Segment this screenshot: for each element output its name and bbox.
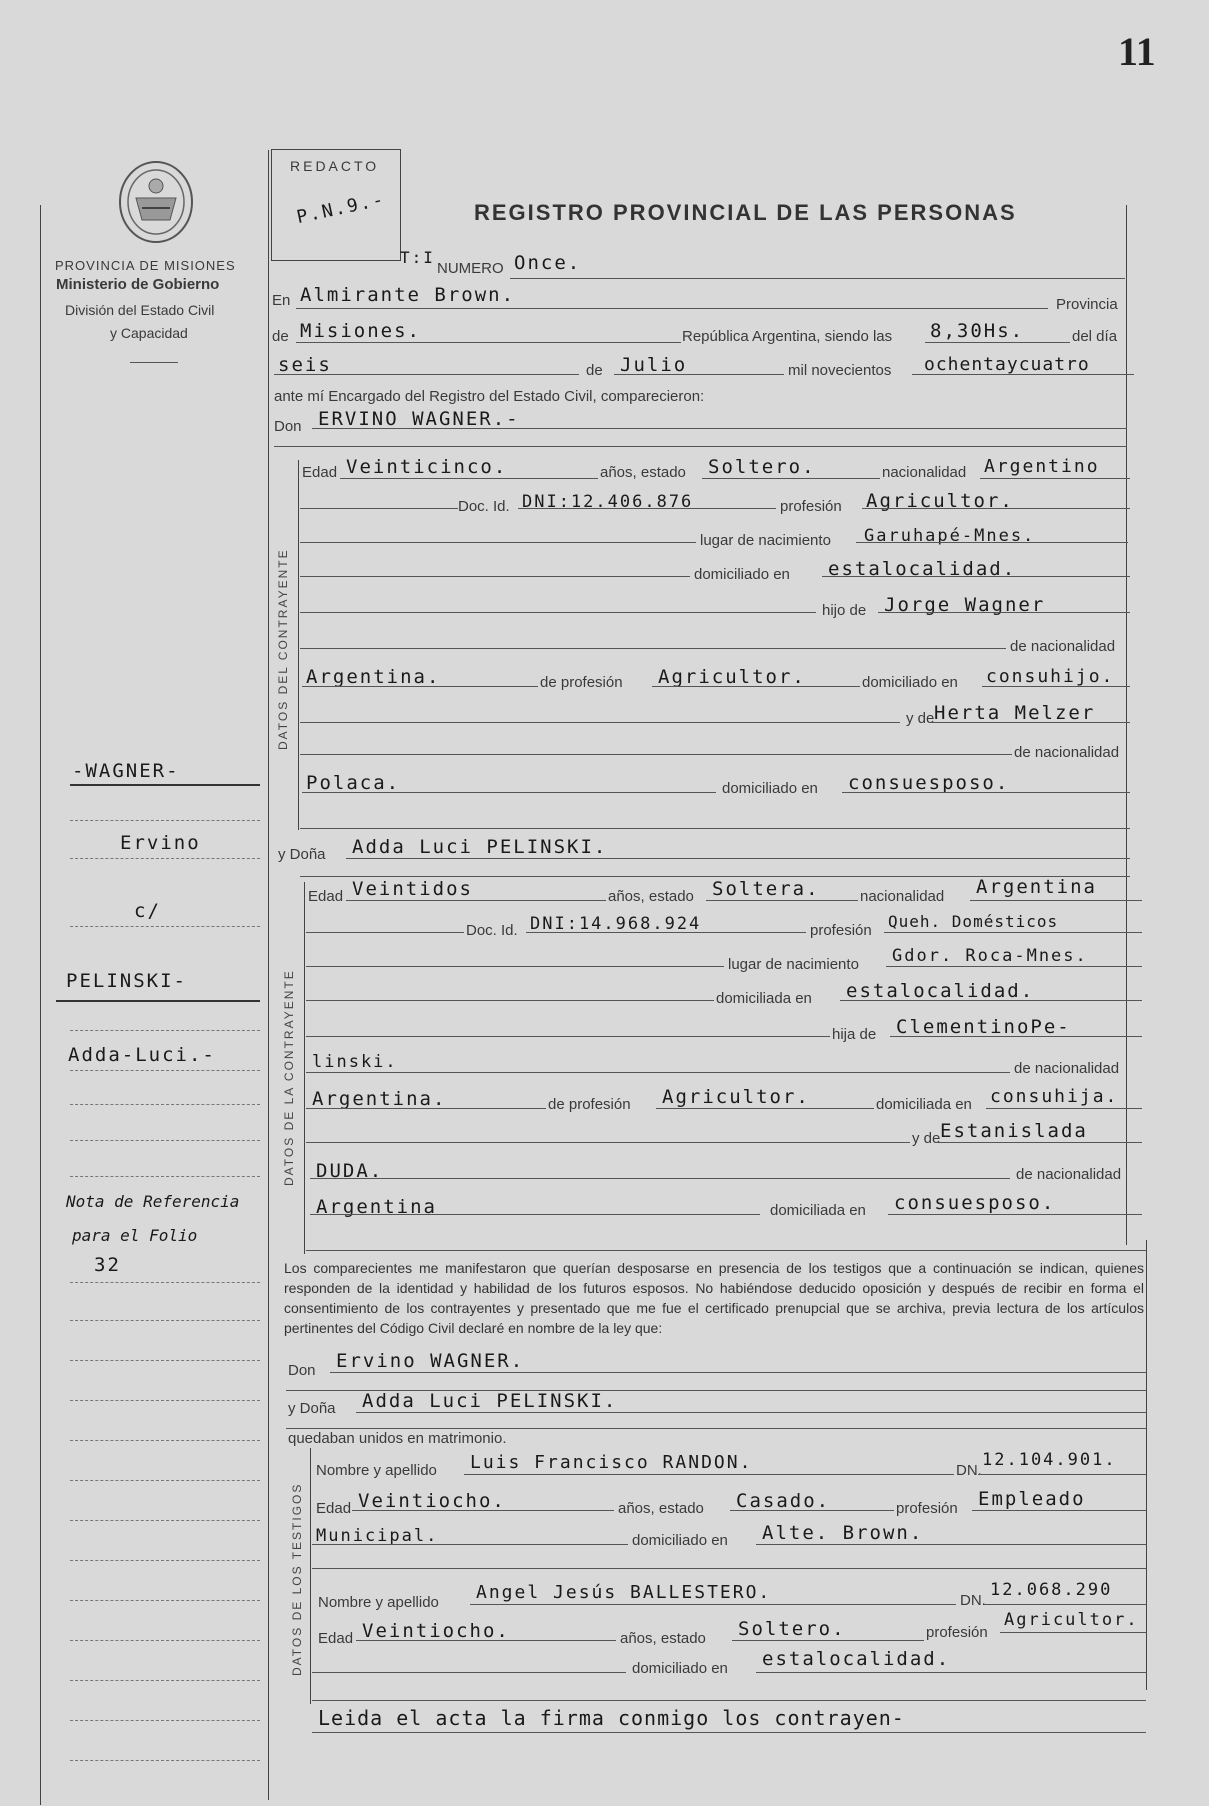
dotted-line (70, 1480, 260, 1481)
line (702, 478, 880, 479)
line (884, 932, 1142, 933)
domicilio-value: estalocalidad. (828, 558, 1017, 580)
line (986, 1108, 1142, 1109)
de2-label: de (586, 362, 603, 379)
contrayenta-side-label: DATOS DE LA CONTRAYENTE (282, 969, 296, 1186)
contrayente-side-label: DATOS DEL CONTRAYENTE (276, 548, 290, 750)
contrayenta-padre-dom-label: domiciliada en (876, 1096, 972, 1113)
t1-dn-value: 12.104.901. (982, 1450, 1117, 1470)
line (300, 828, 1130, 829)
contrayenta-padre-nac-label: de nacionalidad (1014, 1060, 1120, 1077)
don-value: ERVINO WAGNER.- (318, 408, 520, 430)
hora-value: 8,30Hs. (930, 320, 1025, 342)
line (936, 1142, 1142, 1143)
contrayenta-doc-label: Doc. Id. (466, 922, 518, 939)
line (310, 1178, 1010, 1179)
t2-prof-value: Agricultor. (1004, 1610, 1139, 1630)
edad-label: Edad (302, 464, 338, 481)
padre-value: Jorge Wagner (884, 594, 1046, 616)
t1-dom-value: Alte. Brown. (762, 1522, 924, 1544)
line (312, 428, 1127, 429)
madre-domicilio-label: domiciliado en (722, 780, 818, 797)
underline (56, 1000, 260, 1002)
dotted-line (70, 926, 260, 927)
line (518, 508, 776, 509)
tomo-label: T:I (400, 248, 435, 267)
contrayenta-dom-label: domiciliada en (716, 990, 812, 1007)
dona-label: y Doña (278, 846, 326, 863)
line (306, 1250, 1146, 1251)
line (464, 1474, 954, 1475)
t1-edad-value: Veintiocho. (358, 1490, 506, 1512)
ministry-label: Ministerio de Gobierno (56, 276, 220, 293)
dotted-line (70, 858, 260, 859)
line (274, 446, 1127, 447)
en-value: Almirante Brown. (300, 284, 516, 306)
consent-paragraph: Los comparecientes me manifestaron que querían desposarse en presencia de los testigos que a continuación se indican, quienes responden de la identidad y habilidad de los futuros esposos. No habiéndose deducido oposición y después de recibir en forma el consentimiento de los contrayentes y presentado que me fue el certificado prenupcial que se archiva, previa lectura de los artículos pertinentes del Código Civil declaré en nombre de la ley que: (284, 1260, 1144, 1336)
division-label-2: y Capacidad (110, 325, 188, 341)
line (656, 1108, 874, 1109)
line (925, 342, 1070, 343)
line (300, 612, 816, 613)
profesion-value: Agricultor. (866, 490, 1014, 512)
dotted-line (70, 1520, 260, 1521)
margin-nota-2: para el Folio (72, 1226, 198, 1245)
line (312, 1732, 1146, 1733)
unidos-label: quedaban unidos en matrimonio. (288, 1430, 507, 1447)
document-title: REGISTRO PROVINCIAL DE LAS PERSONAS (474, 200, 1017, 225)
dotted-line (70, 1140, 260, 1141)
margin-apellido-1: -WAGNER- (72, 760, 180, 782)
line (526, 932, 806, 933)
contrayenta-madre-value: Estanislada (940, 1120, 1088, 1142)
line (878, 612, 1130, 613)
margin-conector: c/ (134, 900, 161, 922)
line (912, 374, 1134, 375)
line (300, 648, 1006, 649)
contrayenta-madre-nac-label: de nacionalidad (1016, 1166, 1122, 1183)
nacionalidad-value: Argentino (984, 456, 1100, 477)
de-value: Misiones. (300, 320, 421, 342)
redacto-value: P.N.9.- (294, 188, 388, 229)
line (312, 1700, 1146, 1701)
line (978, 1474, 1146, 1475)
numero-label: NUMERO (437, 260, 504, 277)
dotted-line (70, 1600, 260, 1601)
line (302, 792, 716, 793)
t1-edad-label: Edad (316, 1500, 352, 1517)
line (310, 1214, 760, 1215)
line (984, 1604, 1146, 1605)
t2-nombre-value: Angel Jesús BALLESTERO. (476, 1582, 772, 1603)
nacionalidad-label: nacionalidad (882, 464, 967, 481)
line (296, 342, 681, 343)
line (306, 966, 724, 967)
contrayenta-padre-nac: Argentina. (312, 1088, 447, 1110)
line (340, 478, 598, 479)
line (980, 478, 1130, 479)
line (822, 576, 1130, 577)
domicilio-label: domiciliado en (694, 566, 790, 583)
contrayenta-madre-dom: consuesposo. (894, 1192, 1056, 1214)
page-number: 11 (1118, 29, 1156, 74)
line (296, 308, 1048, 309)
line (706, 900, 858, 901)
line (470, 1604, 956, 1605)
line (274, 374, 579, 375)
don-label: Don (274, 418, 302, 435)
line (356, 1640, 616, 1641)
hija-de-label: hija de (832, 1026, 877, 1043)
padre-domicilio: consuhijo. (986, 666, 1115, 687)
t1-nombre-label: Nombre y apellido (316, 1462, 437, 1479)
de-nacionalidad-label: de nacionalidad (1010, 638, 1116, 655)
line (306, 1142, 910, 1143)
line (614, 374, 784, 375)
line (300, 576, 690, 577)
hijo-de-label: hijo de (822, 602, 867, 619)
contrayenta-prof-value: Queh. Domésticos (888, 912, 1059, 931)
republica-label: República Argentina, siendo las (682, 328, 893, 345)
contrayenta-edad-value: Veintidos (352, 878, 473, 900)
madre-value: Herta Melzer (934, 702, 1096, 724)
profesion-label: profesión (780, 498, 842, 515)
contrayenta-padre-prof: Agricultor. (662, 1086, 810, 1108)
edad-value: Veinticinco. (346, 456, 508, 478)
dotted-line (70, 1560, 260, 1561)
line (306, 1036, 830, 1037)
margin-apellido-2: PELINSKI- (66, 970, 187, 992)
contrayenta-edad-label: Edad (308, 888, 344, 905)
dona-value: Adda Luci PELINSKI. (352, 836, 608, 858)
line (970, 900, 1142, 901)
line (300, 754, 1012, 755)
t2-dn-value: 12.068.290 (990, 1580, 1113, 1600)
de-label: de (272, 328, 289, 345)
y-de-label: y de (906, 710, 935, 727)
mil-label: mil novecientos (788, 362, 892, 379)
anio-value: ochentaycuatro (924, 354, 1090, 375)
dotted-line (70, 1070, 260, 1071)
line (730, 1510, 894, 1511)
lugar-value: Garuhapé-Mnes. (864, 526, 1036, 546)
del-dia-label: del día (1072, 328, 1118, 345)
line (886, 966, 1142, 967)
testigos-side-label: DATOS DE LOS TESTIGOS (290, 1482, 304, 1676)
t1-prof-label: profesión (896, 1500, 958, 1517)
contrayenta-dom-value: estalocalidad. (846, 980, 1035, 1002)
line (510, 278, 1125, 279)
margin-nota-1: Nota de Referencia (66, 1192, 240, 1211)
padre-domicilio-label: domiciliado en (862, 674, 958, 691)
t1-prof-value-1: Empleado (978, 1488, 1086, 1510)
contrayenta-lugar-value: Gdor. Roca-Mnes. (892, 946, 1088, 966)
redacto-label: REDACTO (290, 158, 380, 174)
contrayenta-padre-value-2: linski. (312, 1052, 398, 1072)
t2-nombre-label: Nombre y apellido (318, 1594, 439, 1611)
contrayenta-padre-value-1: ClementinoPe- (896, 1016, 1071, 1038)
decl-dona-value: Adda Luci PELINSKI. (362, 1390, 618, 1412)
decl-dona-label: y Doña (288, 1400, 336, 1417)
estado-value: Soltero. (708, 456, 816, 478)
form-left-line (268, 150, 269, 1800)
contrayenta-anios-label: años, estado (608, 888, 694, 905)
t2-dom-label: domiciliado en (632, 1660, 728, 1677)
line (840, 1000, 1142, 1001)
decl-don-value: Ervino WAGNER. (336, 1350, 525, 1372)
contrayenta-madre-dom-label: domiciliada en (770, 1202, 866, 1219)
line (346, 858, 1130, 859)
padre-profesion: Agricultor. (658, 666, 806, 688)
form-right-line (1126, 205, 1127, 1245)
underline (70, 784, 260, 786)
dotted-line (70, 1680, 260, 1681)
anios-estado-label: años, estado (600, 464, 686, 481)
contrayenta-estado-value: Soltera. (712, 878, 820, 900)
division-label: División del Estado Civil (65, 302, 215, 318)
t2-dn-label: DN. (960, 1592, 986, 1609)
t2-edad-value: Veintiocho. (362, 1620, 510, 1642)
line (756, 1672, 1146, 1673)
contrayenta-madre-nac: Argentina (316, 1196, 437, 1218)
line (346, 900, 606, 901)
contrayenta-prof-label: profesión (810, 922, 872, 939)
de-profesion-label: de profesión (540, 674, 623, 691)
line (300, 542, 696, 543)
line (856, 542, 1128, 543)
dotted-line (70, 1320, 260, 1321)
line (890, 1036, 1142, 1037)
contrayenta-y-de-label: y de (912, 1130, 941, 1147)
testigos-inner-line (310, 1448, 311, 1704)
t2-anios-label: años, estado (620, 1630, 706, 1647)
line (306, 1108, 546, 1109)
provincia-label: Provincia (1056, 296, 1118, 313)
decl-don-label: Don (288, 1362, 316, 1379)
contrayenta-padre-prof-label: de profesión (548, 1096, 631, 1113)
dia-value: seis (278, 354, 332, 376)
contrayenta-inner-line (304, 882, 305, 1254)
dotted-line (70, 1176, 260, 1177)
line (302, 686, 538, 687)
en-label: En (272, 292, 291, 309)
contrayente-inner-line (298, 460, 299, 830)
t1-nombre-value: Luis Francisco RANDON. (470, 1452, 753, 1473)
dotted-line (70, 1720, 260, 1721)
dotted-line (70, 1440, 260, 1441)
madre-nacionalidad: Polaca. (306, 772, 401, 794)
numero-value: Once. (514, 252, 582, 274)
margin-nombre-1: Ervino (120, 832, 201, 854)
line (312, 1672, 626, 1673)
line (842, 792, 1130, 793)
madre-de-nacionalidad-label: de nacionalidad (1014, 744, 1120, 761)
ante-label: ante mí Encargado del Registro del Estado Civil, comparecieron: (274, 388, 705, 405)
contrayenta-padre-dom: consuhija. (990, 1086, 1119, 1107)
line (972, 1510, 1146, 1511)
contrayenta-nac-value: Argentina (976, 876, 1097, 898)
line (306, 1000, 714, 1001)
coat-of-arms-seal (116, 158, 196, 246)
doc-value: DNI:12.406.876 (522, 492, 694, 512)
left-margin-line (40, 205, 41, 1805)
line (330, 1372, 1146, 1373)
dotted-line (70, 820, 260, 821)
closing-text: Leida el acta la firma conmigo los contrayen- (318, 1706, 905, 1730)
line (930, 722, 1130, 723)
line (306, 1072, 1010, 1073)
padre-nacionalidad: Argentina. (306, 666, 441, 688)
line (356, 1412, 1146, 1413)
line (286, 1428, 1146, 1429)
t1-anios-label: años, estado (618, 1500, 704, 1517)
dotted-line (70, 1104, 260, 1105)
redacto-box (271, 149, 401, 261)
line (1000, 1632, 1146, 1633)
contrayenta-doc-value: DNI:14.968.924 (530, 914, 702, 934)
t1-dn-label: DN. (956, 1462, 982, 1479)
line (862, 508, 1130, 509)
contrayenta-lugar-label: lugar de nacimiento (728, 956, 859, 973)
t2-dom-value: estalocalidad. (762, 1648, 951, 1670)
line (312, 1544, 628, 1545)
line (312, 1568, 1146, 1569)
line (756, 1544, 1146, 1545)
t1-estado-value: Casado. (736, 1490, 831, 1512)
form-right-line-2 (1146, 1240, 1147, 1690)
margin-nombre-2: Adda-Luci.- (68, 1044, 216, 1066)
t1-prof-value-2: Municipal. (316, 1526, 439, 1546)
t2-estado-value: Soltero. (738, 1618, 846, 1640)
line (652, 686, 860, 687)
line (888, 1214, 1142, 1215)
doc-label: Doc. Id. (458, 498, 510, 515)
mes-value: Julio (620, 354, 688, 376)
margin-nota-3: 32 (94, 1254, 121, 1276)
t1-dom-label: domiciliado en (632, 1532, 728, 1549)
line (300, 722, 900, 723)
lugar-label: lugar de nacimiento (700, 532, 831, 549)
dotted-line (70, 1400, 260, 1401)
dotted-line (70, 1360, 260, 1361)
madre-domicilio: consuesposo. (848, 772, 1010, 794)
dotted-line (70, 1640, 260, 1641)
dotted-line (70, 1760, 260, 1761)
line (352, 1510, 614, 1511)
t2-prof-label: profesión (926, 1624, 988, 1641)
t2-edad-label: Edad (318, 1630, 354, 1647)
contrayenta-nac-label: nacionalidad (860, 888, 945, 905)
dotted-line (70, 1282, 260, 1283)
divider (130, 362, 178, 363)
dotted-line (70, 1030, 260, 1031)
province-label: PROVINCIA DE MISIONES (55, 258, 236, 273)
line (982, 686, 1130, 687)
contrayenta-madre-apellido: DUDA. (316, 1160, 384, 1182)
line (300, 508, 458, 509)
line (306, 932, 464, 933)
line (732, 1640, 924, 1641)
